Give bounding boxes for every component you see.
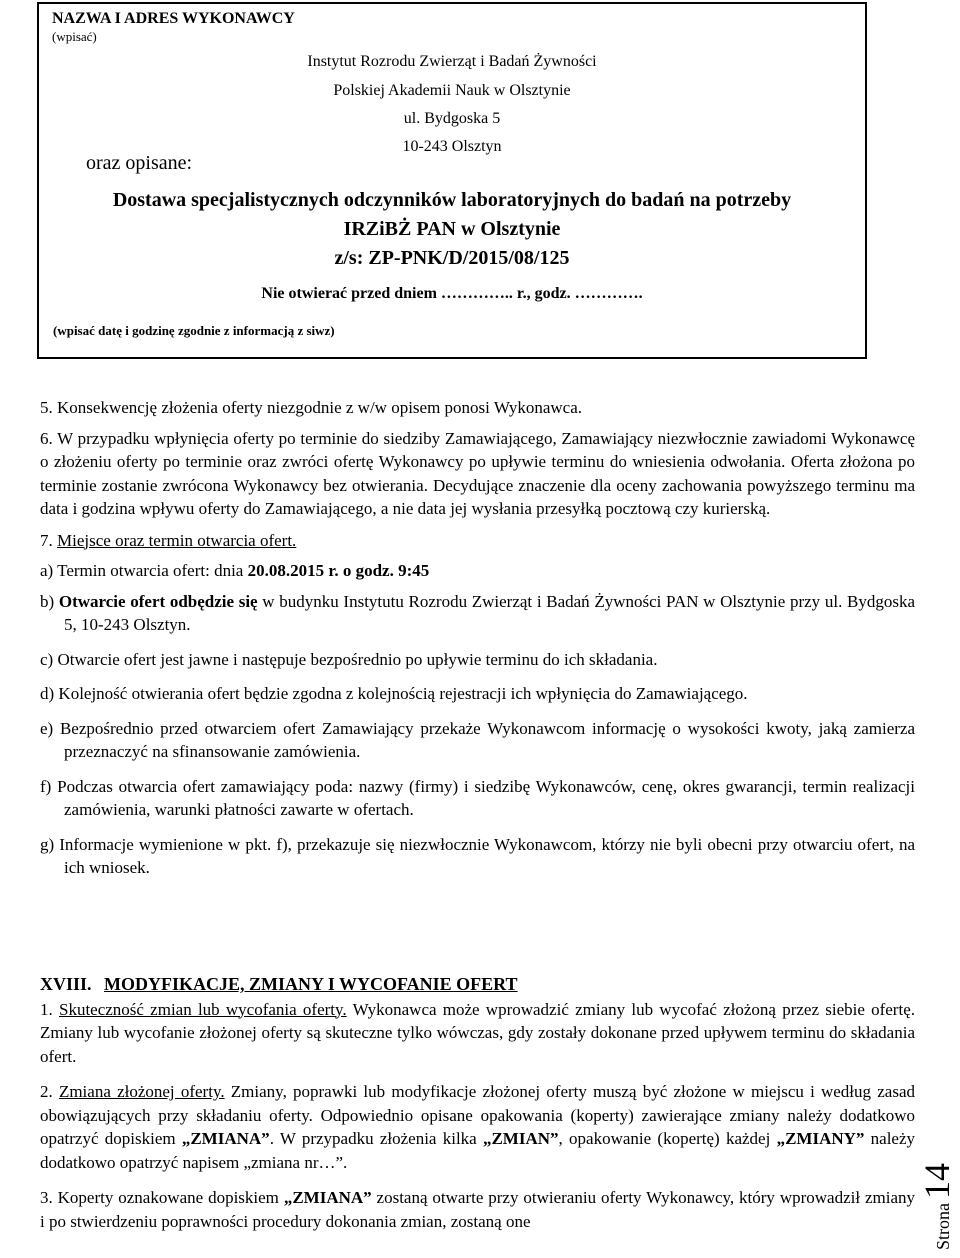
paragraph-3 [40,1186,915,1233]
institution-line: IRZiBŻ PAN w Olsztynie [343,218,561,240]
item-g: g) Informacje wymienione w pkt. f), przekazuje się niezwłocznie Wykonawcom, którzy nie byli obecni przy otwarciu ofert, na ich wniosek. [40,834,915,877]
opening-date: 20.08.2015 r. o godz. 9:45 [247,561,430,580]
case-number: z/s: ZP-PNK/D/2015/08/125 [334,247,570,269]
item-e: e) Bezpośrednio przed otwarciem ofert Zamawiający przekaże Wykonawcom informację o wysokości kwoty, jaką zamierza przeznaczyć na sfinansowanie zamówienia. [40,718,915,761]
address-line: 10-243 Olsztyn [402,138,502,155]
contractor-name-note: (wpisać) [52,29,97,44]
paragraph-number: 1. [40,999,59,1019]
address-line: ul. Bydgoska 5 [403,110,501,127]
do-not-open-line: Nie otwierać przed dniem ………….. r., godz. …………. [261,285,643,302]
paragraph-1-title: Skuteczność zmian lub wycofania oferty. [58,999,347,1019]
paragraph-1 [40,998,915,1069]
described-label: oraz opisane: [86,152,193,174]
subject-line: Dostawa specjalistycznych odczynników laboratoryjnych do badań na potrzeby [112,189,792,211]
item-b-text: w budynku Instytutu Rozrodu Zwierząt i Badań Żywności PAN w Olsztynie przy ul. Bydgoska 5, 10-243 Olsztyn. [64,591,915,634]
paragraph-2 [40,1080,915,1174]
item-f: f) Podczas otwarcia ofert zamawiający poda: nazwy (firmy) i siedzibę Wykonawców, cenę, okres gwarancji, termin realizacji zamówienia, warunki płatności zawarte w ofertach. [40,776,915,819]
envelope-label-box [37,2,867,359]
marker-zmiana: „ZMIANA” [283,1188,372,1207]
contractor-name-heading: NAZWA I ADRES WYKONAWCY [52,10,295,27]
paragraph-number: 7. [40,530,57,550]
section-xviii [40,973,915,1233]
marker-zmian: „ZMIAN” [482,1129,559,1148]
paragraph-number: 2. [40,1082,59,1101]
item-b [40,590,915,637]
paragraph-3-text: 3. Koperty oznakowane dopiskiem [40,1188,284,1207]
paragraph-2-text: . W przypadku złożenia kilka [269,1129,483,1148]
item-b-prefix: b) [40,591,59,611]
paragraph-7-title: Miejsce oraz termin otwarcia ofert. [57,530,297,550]
paragraph-1-text: Wykonawca może wprowadzić zmiany lub wycofać złożoną przez siebie ofertę. Zmiany lub wycofanie złożonej oferty są skuteczne tylko wówczas, gdy zostały dokonane przed upływem terminu do składania ofert. [40,999,915,1066]
paragraph-2-text: Zmiany, poprawki lub modyfikacje złożonej oferty muszą być złożone w miejscu i według zasad obowiązujących przy składaniu oferty. Odpowiednio opisane opakowania (koperty) zawierające zmiany należy dodatkowo opatrzyć dopiskiem [40,1082,915,1148]
paragraph-5: 5. Konsekwencję złożenia oferty niezgodnie z w/w opisem ponosi Wykonawca. [40,398,583,417]
section-title: MODYFIKACJE, ZMIANY I WYCOFANIE OFERT [104,974,518,994]
page-number-marker [917,1120,958,1250]
item-a [40,559,915,583]
paragraph-2-title: Zmiana złożonej oferty. [58,1082,225,1101]
paragraph-6: 6. W przypadku wpłynięcia oferty po terminie do siedziby Zamawiającego, Zamawiający niezwłocznie zawiadomi Wykonawcę o złożeniu oferty po terminie oraz zwróci ofertę Wykonawcy po upływie terminu do wniesienia odwołania. Oferta złożona po terminie zostanie zwrócona Wykonawcy bez otwierania. Decydujące znaczenie dla oceny zachowania powyższego terminu ma data i godzina wpływu oferty do Zamawiającego, a nie data jej wysłania przesyłką pocztową czy kurierską. [40,428,915,518]
address-line: Polskiej Akademii Nauk w Olsztynie [333,82,571,99]
item-a-text: a) Termin otwarcia ofert: dnia [40,561,248,580]
address-line: Instytut Rozrodu Zwierząt i Badań Żywności [307,53,597,70]
section-heading [40,973,915,997]
page-label: Strona [933,1203,953,1250]
date-note: (wpisać datę i godzinę zgodnie z informacją z siwz) [53,323,335,338]
page-number: 14 [917,1163,957,1199]
paragraph-2-text: , opakowanie (kopertę) każdej [558,1129,777,1148]
item-c: c) Otwarcie ofert jest jawne i następuje bezpośrednio po upływie terminu do ich składania. [40,649,658,669]
paragraph-7 [40,529,915,553]
paragraph-3-text: zostaną otwarte przy otwieraniu oferty Wykonawcy, który wprowadził zmiany i po stwierdzeniu poprawności procedury dokonania zmian, zostaną one [40,1188,916,1231]
item-b-bold: Otwarcie ofert odbędzie się [58,591,258,611]
section-number: XVIII. [40,974,92,994]
marker-zmiana: „ZMIANA” [181,1129,270,1148]
marker-zmiany: „ZMIANY” [776,1129,865,1148]
page-number-rotated [916,1163,958,1250]
item-d: d) Kolejność otwierania ofert będzie zgodna z kolejnością rejestracji ich wpłynięcia do Zamawiającego. [40,684,748,703]
section-opening-of-offers [40,396,915,880]
paragraph-2-text: należy dodatkowo opatrzyć napisem „zmiana nr…”. [40,1129,916,1172]
